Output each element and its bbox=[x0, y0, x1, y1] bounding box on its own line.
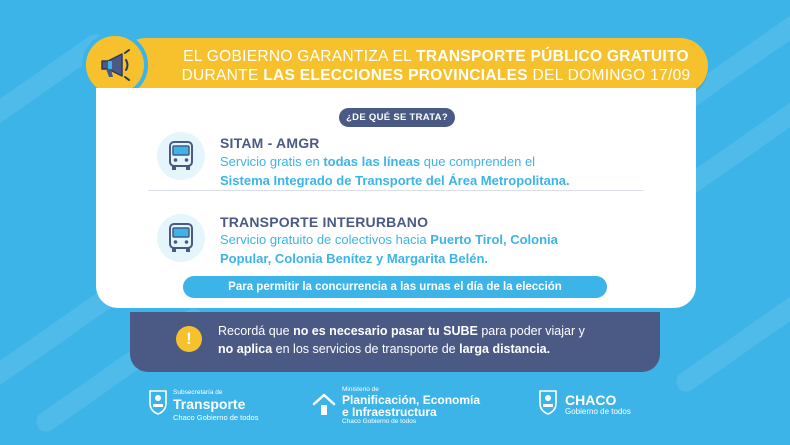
shield-icon bbox=[148, 389, 168, 415]
notice-text: Recordá que no es necesario pasar tu SUBE para poder viajar y no aplica en los servicios de transporte de larga distancia. bbox=[218, 324, 585, 356]
service-title-sitam: SITAM - AMGR bbox=[220, 135, 320, 151]
bus-icon bbox=[157, 214, 205, 262]
service-title-interurbano: TRANSPORTE INTERURBANO bbox=[220, 214, 429, 230]
purpose-pill: Para permitir la concurrencia a las urnas el día de la elección bbox=[183, 276, 607, 298]
headline-text: EL GOBIERNO GARANTIZA EL TRANSPORTE PÚBLICO GRATUITO DURANTE LAS ELECCIONES PROVINCIALES DEL DOMINGO 17/09 bbox=[181, 48, 691, 84]
bus-icon bbox=[157, 132, 205, 180]
divider bbox=[148, 190, 643, 191]
service-desc-sitam: Servicio gratis en todas las líneas que comprenden el Sistema Integrado de Transporte del Área Metropolitana. bbox=[220, 154, 570, 188]
warning-icon: ! bbox=[176, 326, 202, 352]
house-icon bbox=[312, 392, 336, 416]
question-pill: ¿DE QUÉ SE TRATA? bbox=[339, 108, 455, 127]
service-desc-interurbano: Servicio gratuito de colectivos hacia Puerto Tirol, Colonia Popular, Colonia Benítez y Margarita Belén. bbox=[220, 232, 558, 266]
shield-icon bbox=[538, 389, 558, 415]
headline-banner bbox=[118, 38, 708, 94]
